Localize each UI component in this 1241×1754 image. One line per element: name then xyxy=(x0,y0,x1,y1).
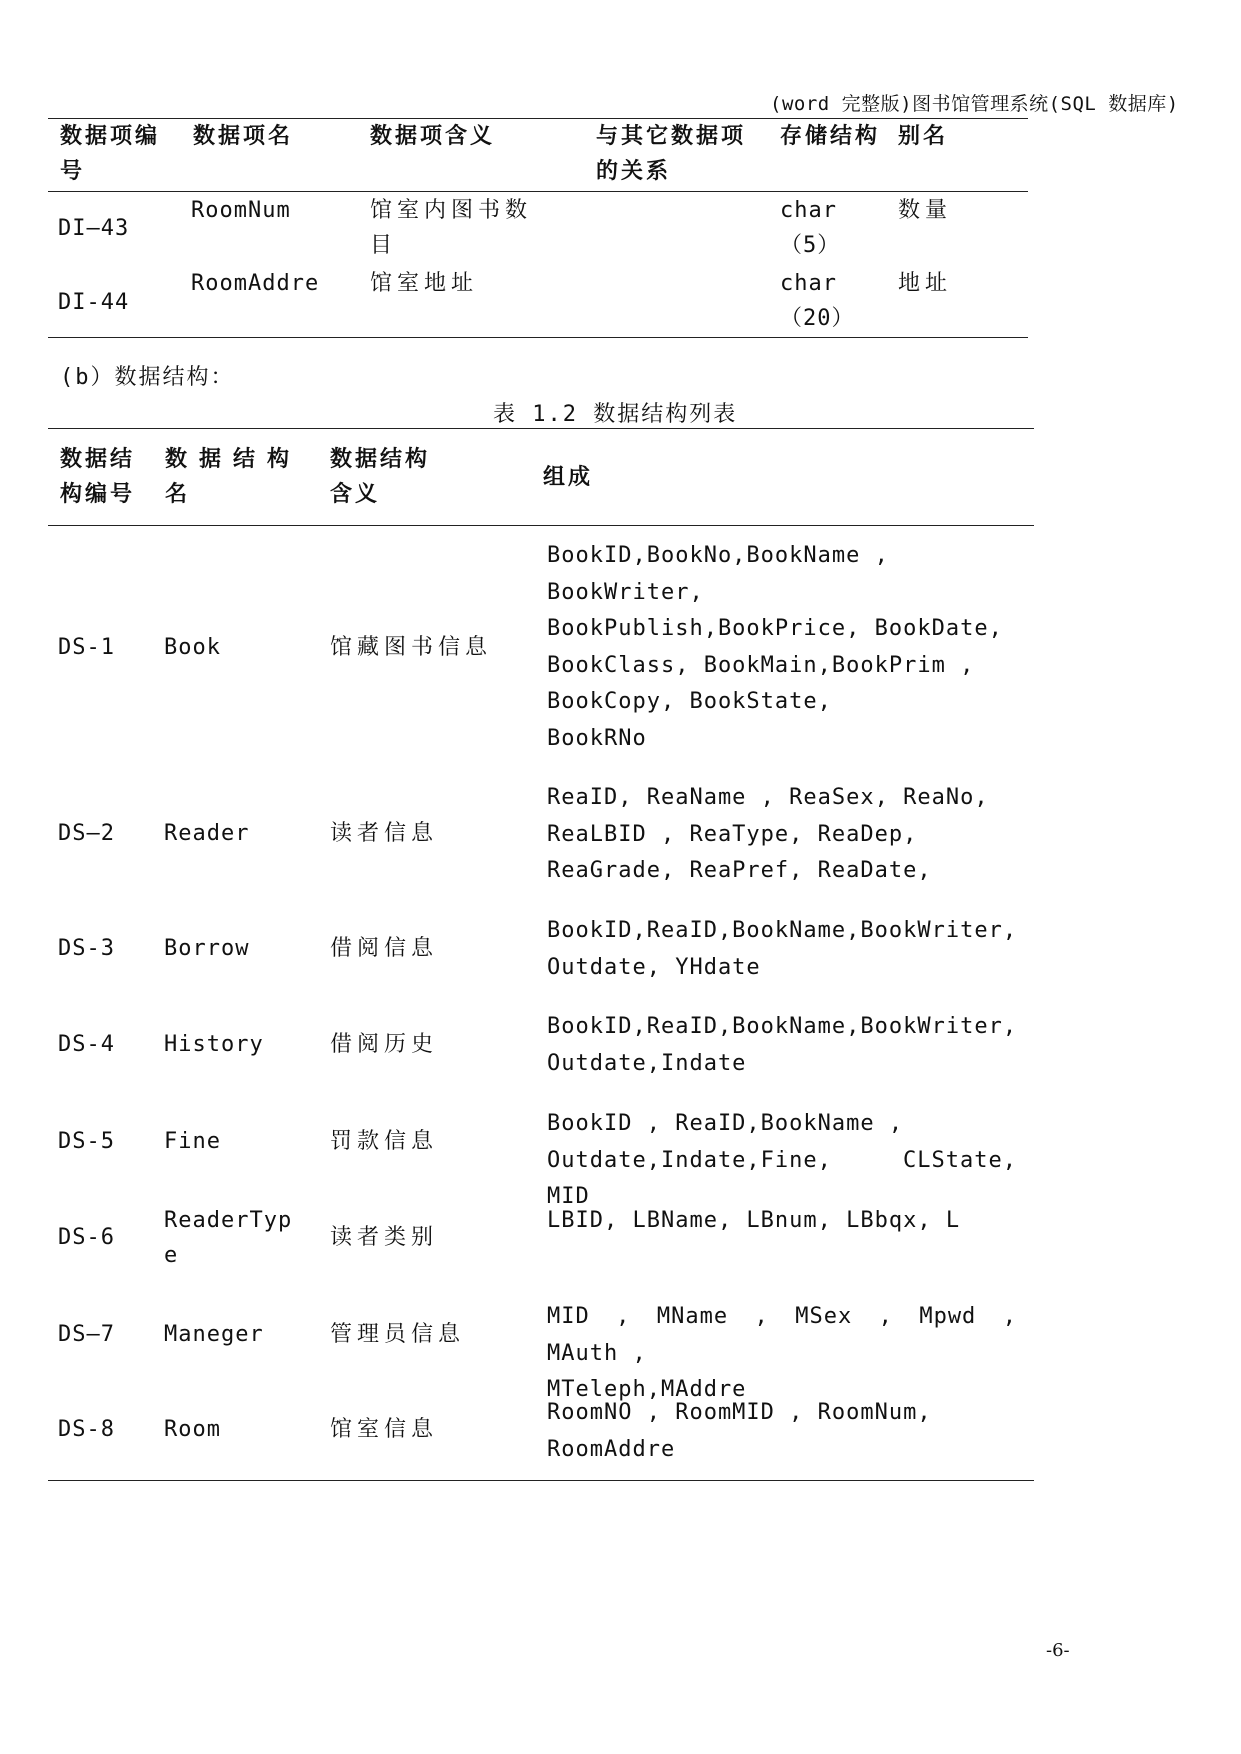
table2-row-2-id: DS—2 xyxy=(58,821,115,846)
page-header: (word 完整版)图书馆管理系统(SQL 数据库) xyxy=(770,93,1179,115)
table1-row-2-id: DI-44 xyxy=(58,290,130,315)
table2-row-2-name: Reader xyxy=(164,821,250,846)
table2-row-1-composition: BookID,BookNo,BookName , BookWriter, BookPublish,BookPrice, BookDate, BookClass, BookMain,BookPrim , BookCopy, BookState, BookRNo xyxy=(547,543,1003,751)
table2-row-6-meaning: 读者类别 xyxy=(330,1225,439,1250)
table1-row-1-id: DI—43 xyxy=(58,216,130,241)
table2-row-5-meaning: 罚款信息 xyxy=(330,1129,439,1154)
table2-row-8-composition: RoomNO , RoomMID , RoomNum, RoomAddre xyxy=(547,1400,932,1462)
table2-top-rule xyxy=(48,428,1034,429)
table2-row-7-meaning: 管理员信息 xyxy=(330,1322,466,1347)
table1-row-2-storage: char（20） xyxy=(780,271,855,331)
table1-row-1-storage: char（5） xyxy=(780,198,841,258)
table1-header-alias: 别名 xyxy=(898,124,949,149)
table2-header-meaning: 数据结构含义 xyxy=(330,447,431,507)
table2-row-8-id: DS-8 xyxy=(58,1417,115,1442)
table2-row-6-name: ReaderType xyxy=(164,1208,293,1268)
table2-row-5-name: Fine xyxy=(164,1129,221,1154)
table1-row-2-meaning: 馆室地址 xyxy=(370,271,479,296)
table1-header-id: 数据项编号 xyxy=(60,124,161,184)
table2-row-4-composition: BookID,ReaID,BookName,BookWriter, Outdate,Indate xyxy=(547,1014,1018,1076)
table1-bottom-rule xyxy=(48,337,1028,338)
table1-header-relation: 与其它数据项的关系 xyxy=(596,124,747,184)
table2-row-4-name: History xyxy=(164,1032,264,1057)
table2-row-8-name: Room xyxy=(164,1417,221,1442)
table2-row-4-id: DS-4 xyxy=(58,1032,115,1057)
table1-header-storage: 存储结构 xyxy=(780,124,881,149)
section-label: (b）数据结构： xyxy=(60,365,235,390)
table2-row-6-id: DS-6 xyxy=(58,1225,115,1250)
table2-row-5-id: DS-5 xyxy=(58,1129,115,1154)
table1-header-name: 数据项名 xyxy=(193,124,294,149)
table1-header-meaning: 数据项含义 xyxy=(370,124,496,149)
table2-row-3-name: Borrow xyxy=(164,936,250,961)
table2-row-7-name: Maneger xyxy=(164,1322,264,1347)
table2-row-8-meaning: 馆室信息 xyxy=(330,1417,439,1442)
table2-row-2-meaning: 读者信息 xyxy=(330,821,439,846)
table2-row-4-meaning: 借阅历史 xyxy=(330,1032,439,1057)
table1-row-1-name: RoomNum xyxy=(191,198,291,223)
page-number: -6- xyxy=(1046,1640,1070,1661)
table1-row-2-name: RoomAddre xyxy=(191,271,320,296)
table1-row-1-meaning: 馆室内图书数目 xyxy=(370,198,533,258)
table2-row-7-composition: MID , MName , MSex , Mpwd , MAuth , MTeleph,MAddre xyxy=(547,1304,1017,1402)
table2-row-1-meaning: 馆藏图书信息 xyxy=(330,635,493,660)
table1-row-2-alias: 地址 xyxy=(898,271,953,296)
table2-header-composition: 组成 xyxy=(543,465,594,490)
table2-row-3-meaning: 借阅信息 xyxy=(330,936,439,961)
table2-header-name: 数据结构名 xyxy=(165,447,302,507)
table2-bottom-rule xyxy=(48,1480,1034,1481)
table2-row-3-id: DS-3 xyxy=(58,936,115,961)
table2-row-1-name: Book xyxy=(164,635,221,660)
table2-row-5-composition: BookID , ReaID,BookName , Outdate,Indate,Fine, CLState, MID xyxy=(547,1111,1017,1209)
table2-row-2-composition: ReaID, ReaName , ReaSex, ReaNo, ReaLBID , ReaType, ReaDep, ReaGrade, ReaPref, ReaDate, xyxy=(547,785,989,883)
table2-caption: 表 1.2 数据结构列表 xyxy=(493,402,738,427)
table2-row-3-composition: BookID,ReaID,BookName,BookWriter, Outdate, YHdate xyxy=(547,918,1018,980)
table1-row-1-alias: 数量 xyxy=(898,198,953,223)
table2-row-7-id: DS—7 xyxy=(58,1322,115,1347)
table2-row-1-id: DS-1 xyxy=(58,635,115,660)
table2-header-id: 数据结构编号 xyxy=(60,447,136,507)
table2-row-6-composition: LBID, LBName, LBnum, LBbqx, L xyxy=(547,1208,961,1233)
table2-header-rule xyxy=(48,525,1034,526)
